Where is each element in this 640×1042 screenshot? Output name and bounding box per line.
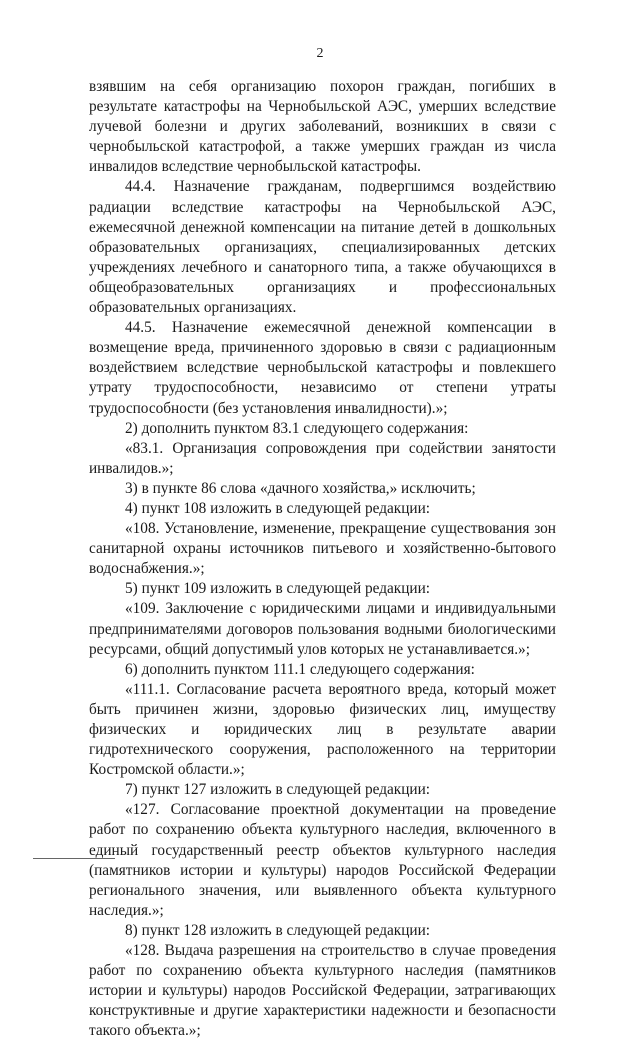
page-number: 2 <box>316 46 324 61</box>
amendment-item-8: 8) пункт 128 изложить в следующей редакции: <box>125 921 431 939</box>
amendment-item-4: 4) пункт 108 изложить в следующей редакции: <box>125 499 431 517</box>
amendment-item-5: 5) пункт 109 изложить в следующей редакции: <box>125 580 431 598</box>
paragraph-44-4: 44.4. Назначение гражданам, подвергшимся воздействию радиации вследствие катастрофы на Чернобыльской АЭС, ежемесячной денежной компенсации на питание детей в дошкольных образовательных организациях, специализированных детских учреждениях лечебного и санаторного типа, а также обучающихся в общеобразовательных организациях и профессиональных образовательных организациях. <box>89 178 556 317</box>
footnote-separator <box>33 858 115 859</box>
paragraph-128: «128. Выдача разрешения на строительство в случае проведения работ по сохранению объекта культурного наследия (памятников истории и культуры) народов Российской Федерации, затрагивающих конструктивные и другие характеристики надежности и безопасности такого объекта.»; <box>89 942 556 1040</box>
amendment-item-3: 3) в пункте 86 слова «дачного хозяйства,» исключить; <box>125 479 476 497</box>
paragraph-108: «108. Установление, изменение, прекращение существования зон санитарной охраны источников питьевого и хозяйственно-бытового водоснабжения.»; <box>89 520 556 578</box>
paragraph-44-5: 44.5. Назначение ежемесячной денежной компенсации в возмещение вреда, причиненного здоровью в связи с радиационным воздействием вследствие чернобыльской катастрофы и повлекшего утрату трудоспособности, независимо от степени утраты трудоспособности (без установления инвалидности).»; <box>89 319 556 417</box>
paragraph-111-1: «111.1. Согласование расчета вероятного вреда, который может быть причинен жизни, здоровью физических лиц, имуществу физических и юридических лиц в результате аварии гидротехнического сооружения, расположенного на территории Костромской области.»; <box>89 680 556 779</box>
paragraph-continuation: взявшим на себя организацию похорон граждан, погибших в результате катастрофы на Чернобыльской АЭС, умерших вследствие лучевой болезни и других заболеваний, возникших в связи с чернобыльской катастрофой, а также умерших граждан из числа инвалидов вследствие чернобыльской катастрофы. <box>89 78 556 176</box>
amendment-item-7: 7) пункт 127 изложить в следующей редакции: <box>125 781 431 799</box>
paragraph-127: «127. Согласование проектной документации на проведение работ по сохранению объекта культурного наследия, включенного в единый государственный реестр объектов культурного наследия (памятников истории и культуры) народов Российской Федерации регионального значения, или выявленного объекта культурного наследия.»; <box>89 801 556 919</box>
paragraph-109: «109. Заключение с юридическими лицами и индивидуальными предпринимателями договоров пользования водными биологическими ресурсами, общий допустимый улов которых не устанавливается.»; <box>89 600 556 658</box>
document-body <box>89 77 556 1042</box>
amendment-item-6: 6) дополнить пунктом 111.1 следующего содержания: <box>125 660 475 678</box>
amendment-item-2: 2) дополнить пунктом 83.1 следующего содержания: <box>125 419 469 437</box>
paragraph-83-1: «83.1. Организация сопровождения при содействии занятости инвалидов.»; <box>89 439 556 477</box>
